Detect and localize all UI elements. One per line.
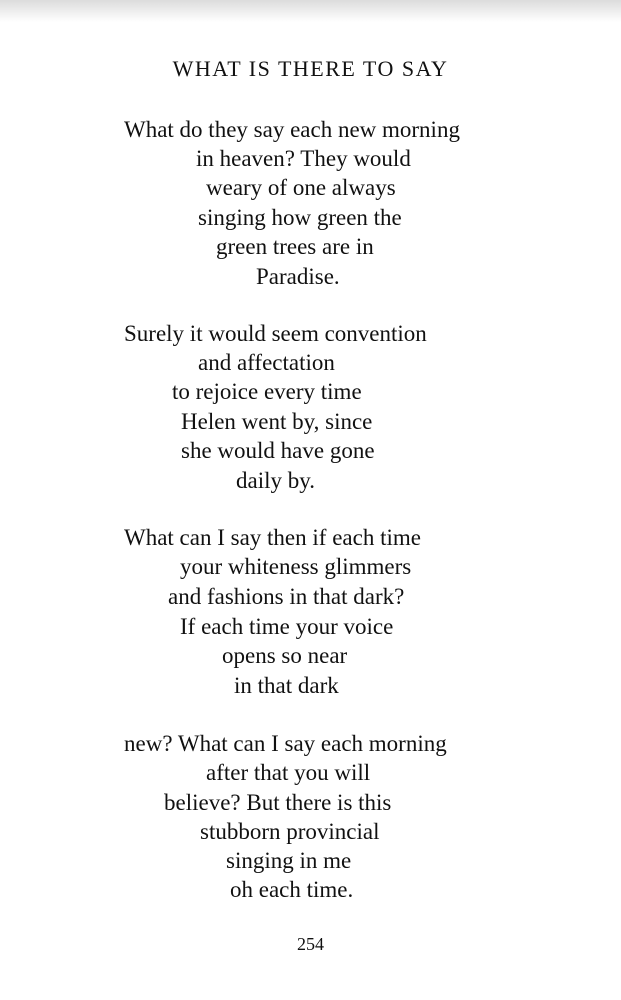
- poem-line: after that you will: [206, 760, 371, 785]
- poem-line: Surely it would seem convention: [124, 321, 427, 346]
- poem-line: your whiteness glimmers: [180, 554, 412, 579]
- poem-line: singing in me: [226, 848, 352, 873]
- poem-line: oh each time.: [230, 877, 354, 902]
- poem-line: If each time your voice: [180, 614, 394, 639]
- poem-line: singing how green the: [198, 205, 402, 230]
- poem-line: What do they say each new morning: [124, 117, 460, 142]
- poem-line: in that dark: [234, 673, 339, 698]
- poem-line: What can I say then if each time: [124, 525, 421, 550]
- poem-line: Helen went by, since: [181, 409, 373, 434]
- poem-title: WHAT IS THERE TO SAY: [172, 56, 449, 81]
- poem-line: and affectation: [198, 350, 335, 375]
- poem-line: weary of one always: [206, 175, 396, 200]
- poem-line: stubborn provincial: [200, 819, 380, 844]
- page-number: 254: [297, 934, 324, 954]
- poem-line: green trees are in: [216, 234, 374, 259]
- poem-line: she would have gone: [181, 438, 375, 463]
- poem-line: daily by.: [236, 468, 315, 493]
- poem-line: believe? But there is this: [164, 790, 392, 815]
- poem-line: opens so near: [222, 643, 348, 668]
- poem-line: Paradise.: [256, 264, 340, 289]
- poem-line: and fashions in that dark?: [168, 584, 405, 609]
- poem-line: to rejoice every time: [172, 379, 362, 404]
- poem-line: new? What can I say each morning: [124, 731, 447, 756]
- page-top-shadow: [0, 0, 621, 22]
- poem-line: in heaven? They would: [196, 146, 411, 171]
